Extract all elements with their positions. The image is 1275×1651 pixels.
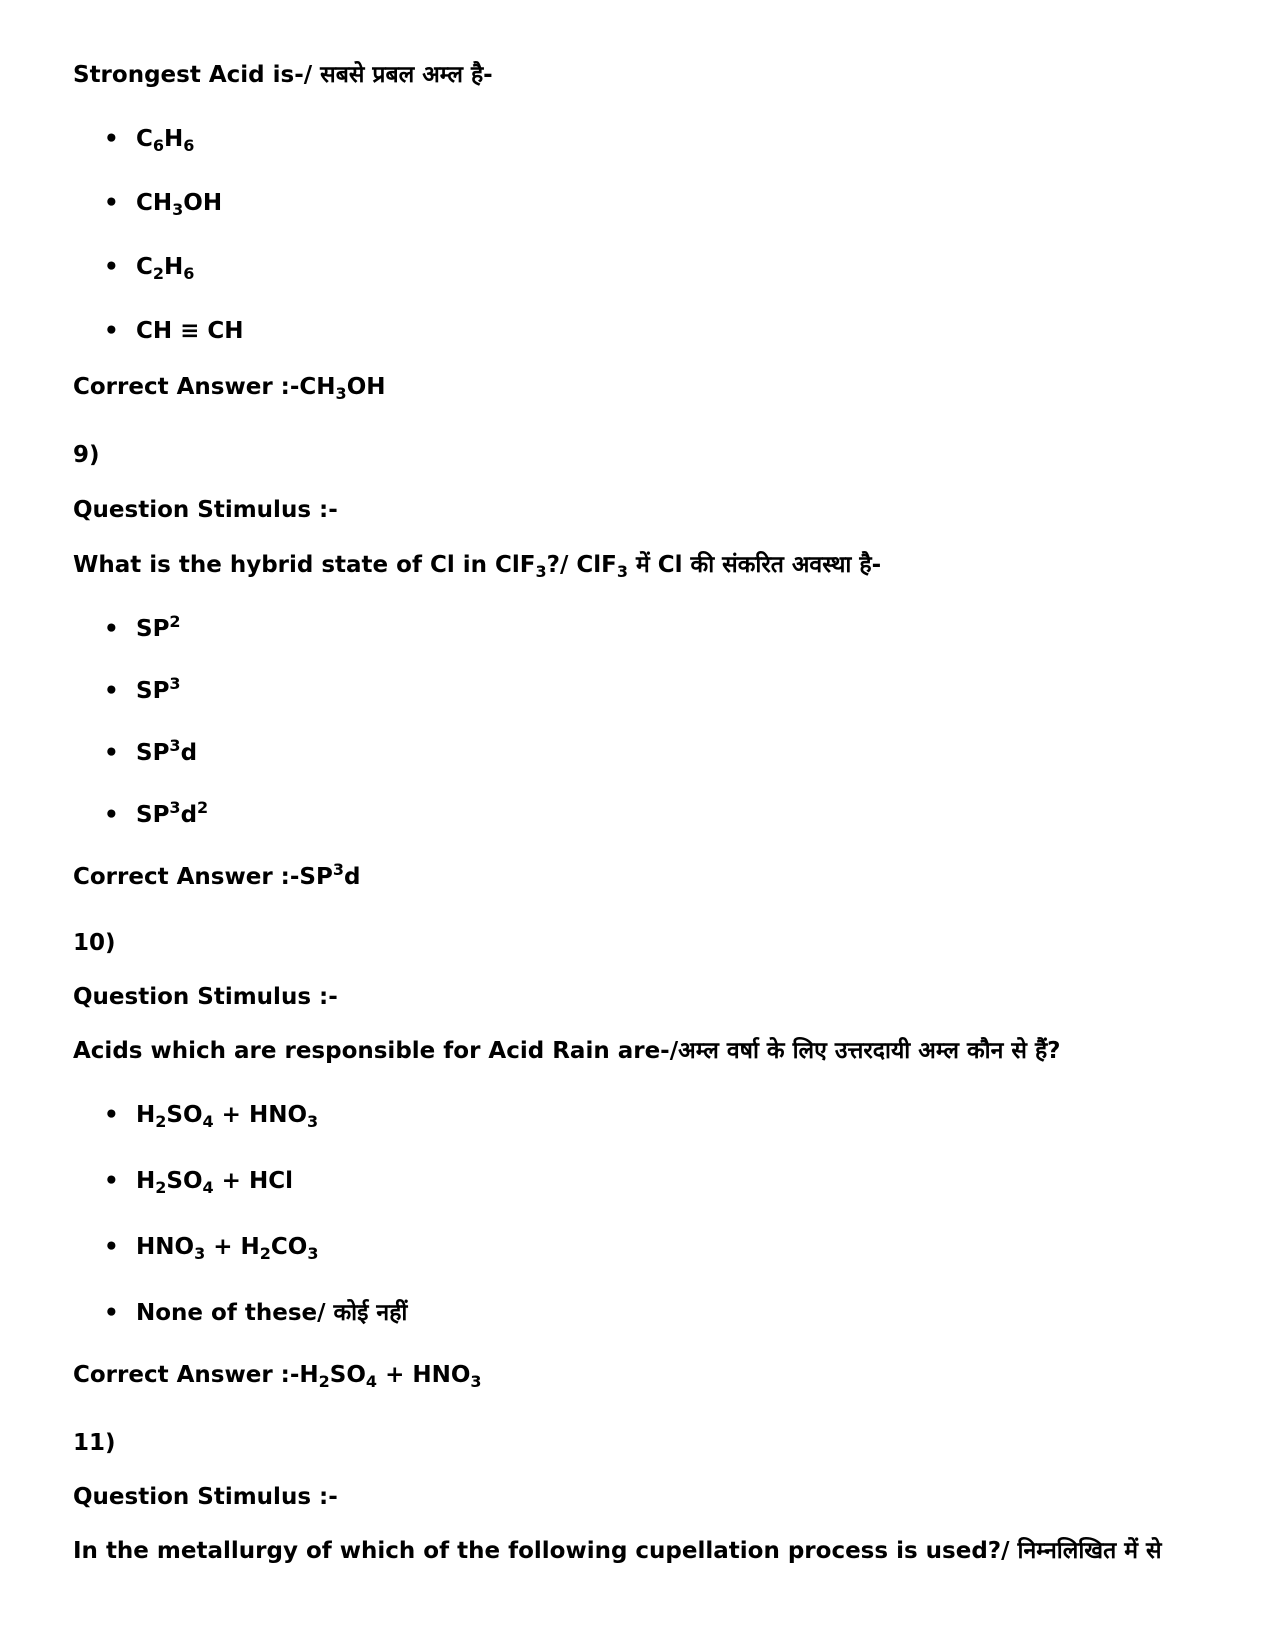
q11-number: 11): [73, 1430, 116, 1456]
bullet-icon: •: [104, 1168, 119, 1194]
q9-number: 9): [73, 442, 100, 468]
q9-question: What is the hybrid state of Cl in ClF$_3$?/ ClF$_3$ में Cl की संकरित अवस्था है-: [73, 552, 882, 581]
bullet-icon: •: [104, 1300, 119, 1326]
bullet-icon: •: [104, 678, 119, 704]
q10-number: 10): [73, 930, 116, 956]
q10-question: Acids which are responsible for Acid Rain are-/अम्ल वर्षा के लिए उत्तरदायी अम्ल कौन से हैं?: [73, 1038, 1061, 1064]
q10-option-3: • $HNO_3 + H_2CO_3$: [104, 1234, 319, 1263]
q11-stimulus-label: Question Stimulus :-: [73, 1484, 338, 1510]
bullet-icon: •: [104, 1102, 119, 1128]
q8-option-2: • $CH_3OH$: [104, 190, 223, 219]
q10-option-4: • None of these/ कोई नहीं: [104, 1300, 408, 1326]
q8-correct-answer: Correct Answer $:-CH_3OH$: [73, 374, 386, 403]
q10-correct-answer: Correct Answer $:-H_2SO_4 + HNO_3$: [73, 1362, 482, 1391]
q8-option-1: • $C_6H_6$: [104, 126, 195, 155]
q9-option-3: • $SP^3d$: [104, 736, 198, 766]
bullet-icon: •: [104, 254, 119, 280]
q9-option-2: • $SP^3$: [104, 674, 181, 704]
q9-correct-answer: Correct Answer $:-SP^3d$: [73, 860, 361, 890]
q10-option-1: • $H_2SO_4 + HNO_3$: [104, 1102, 319, 1131]
bullet-icon: •: [104, 802, 119, 828]
bullet-icon: •: [104, 616, 119, 642]
bullet-icon: •: [104, 190, 119, 216]
q9-stimulus-label: Question Stimulus :-: [73, 497, 338, 523]
q8-question: Strongest Acid is-/ सबसे प्रबल अम्ल है-: [73, 62, 493, 88]
bullet-icon: •: [104, 740, 119, 766]
q9-option-1: • $SP^2$: [104, 612, 181, 642]
q8-option-4: • CH ≡ CH: [104, 318, 244, 344]
q10-stimulus-label: Question Stimulus :-: [73, 984, 338, 1010]
bullet-icon: •: [104, 126, 119, 152]
q10-option-2: • $H_2SO_4$ + HCl: [104, 1168, 293, 1197]
bullet-icon: •: [104, 1234, 119, 1260]
q11-question: In the metallurgy of which of the following cupellation process is used?/ निम्नलिखित में से: [73, 1538, 1162, 1564]
q8-option-3: • $C_2H_6$: [104, 254, 195, 283]
bullet-icon: •: [104, 318, 119, 344]
q9-option-4: • $SP^3d^2$: [104, 798, 209, 828]
